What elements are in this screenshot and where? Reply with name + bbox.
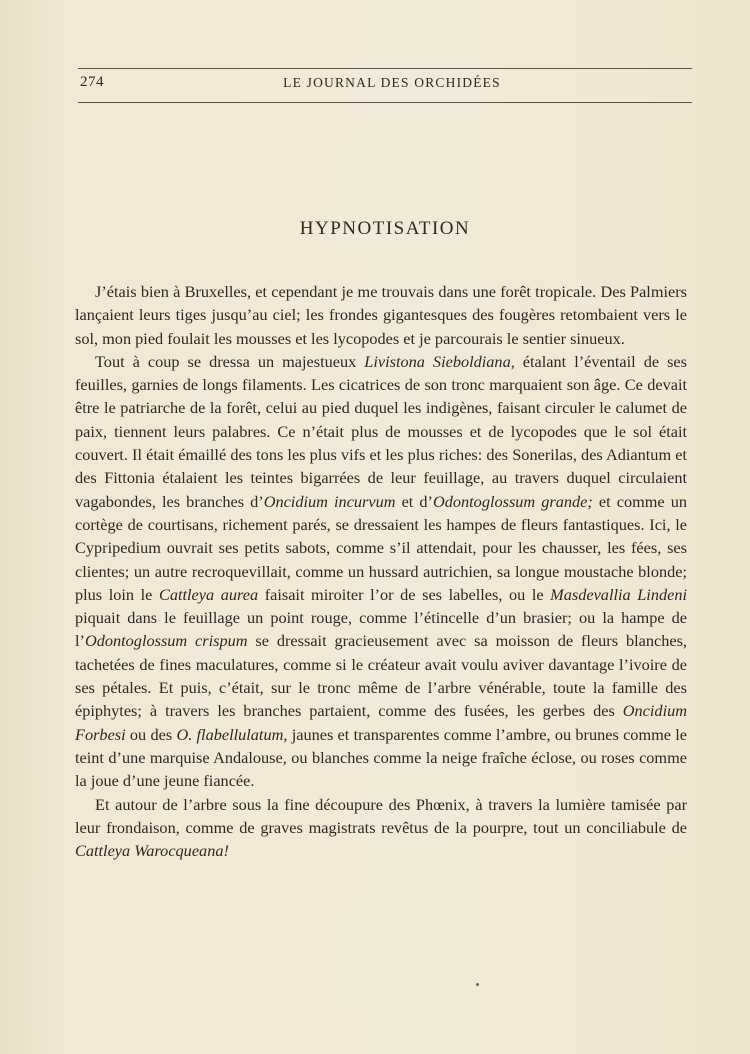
italic-run: Odontoglossum grande;	[432, 491, 593, 511]
italic-run: Cattleya aurea	[158, 584, 259, 604]
header-top-rule	[78, 68, 692, 69]
text-run: Et autour de l’arbre sous la fine découpure des Phœnix, à travers la lumière tamisée par leur frondaison, comme de graves magistrats revêtus de la pourpre, tout un conciliabule de	[75, 794, 687, 837]
text-run: piquait dans le feuillage un point rouge, comme l’étincelle d’un brasier; ou la hampe de l’	[75, 608, 687, 651]
text-run: Tout à coup se dressa un majestueux	[95, 351, 365, 371]
text-run: et comme un cortège de courtisans, richement parés, se dressaient les hampes de fleurs fantastiques. Ici, le Cypripedium ouvrait ses petits sabots, comme s’il attendait, pour les chausser, les fées, ses clientes; un autre recroquevillait, comme un hussard autrichien, sa longue moustache blonde; plus loin le	[75, 491, 688, 604]
text-run: , étalant l’éventail de ses feuilles, garnies de longs filaments. Les cicatrices de son tronc marquaient son âge. Ce devait être le patriarche de la forêt, celui au pied duquel les indigènes, faisant circuler le calumet de paix, tiennent leurs palabres. Ce n’était plus de mousses et de lycopodes que le sol était couvert. Il était émaillé des tons les plus vifs et les plus riches: des Sonerilas, des Adiantum et des Fittonia étalaient les teintes bigarrées de leur feuillage, au travers duquel circulaient vagabondes, les branches d’	[75, 351, 687, 511]
running-header	[78, 74, 692, 96]
article-body	[75, 280, 687, 862]
text-run: se dressait gracieusement avec sa moisson de fleurs blanches, tachetées de fines maculatures, comme si le créateur avait voulu aviver davantage l’ivoire de ses pétales. Et puis, c’était, sur le tronc même de l’arbre vénérable, toute la famille des épiphytes; à travers les branches partaient, comme des fusées, les gerbes des	[75, 631, 687, 721]
italic-run: Oncidium Forbesi	[75, 701, 687, 744]
body-paragraph	[75, 350, 687, 793]
italic-run: Livistona Sieboldiana	[364, 351, 511, 371]
text-run: faisait miroiter l’or de ses labelles, ou le	[258, 584, 551, 604]
page-number: 274	[80, 74, 104, 90]
body-paragraph	[75, 793, 687, 863]
text-run: et d’	[395, 491, 433, 511]
header-bottom-rule	[78, 102, 692, 103]
text-run: ou des	[125, 724, 177, 744]
article-title: HYPNOTISATION	[299, 218, 471, 239]
italic-run: Oncidium incurvum	[263, 491, 396, 511]
text-run: J’étais bien à Bruxelles, et cependant je me trouvais dans une forêt tropicale. Des Palmiers lançaient leurs tiges jusqu’au ciel; les frondes gigantesques des fougères retombaient vers le sol, mon pied foulait les mousses et les lycopodes et je parcourais le sentier sinueux.	[75, 282, 687, 348]
italic-run: Masdevallia Lindeni	[550, 584, 687, 604]
italic-run: Cattleya Warocqueana!	[75, 841, 229, 861]
running-title: LE JOURNAL DES ORCHIDÉES	[283, 75, 501, 90]
page-speck	[476, 983, 479, 986]
italic-run: Odontoglossum crispum	[84, 631, 248, 651]
text-run: jaunes et transparentes comme l’ambre, ou brunes comme le teint d’une marquise Andalouse, ou blanches comme la neige fraîche éclose, ou roses comme la joue d’une jeune fiancée.	[75, 724, 688, 791]
body-paragraph	[75, 280, 687, 350]
italic-run: O. flabellulatum,	[176, 724, 288, 744]
